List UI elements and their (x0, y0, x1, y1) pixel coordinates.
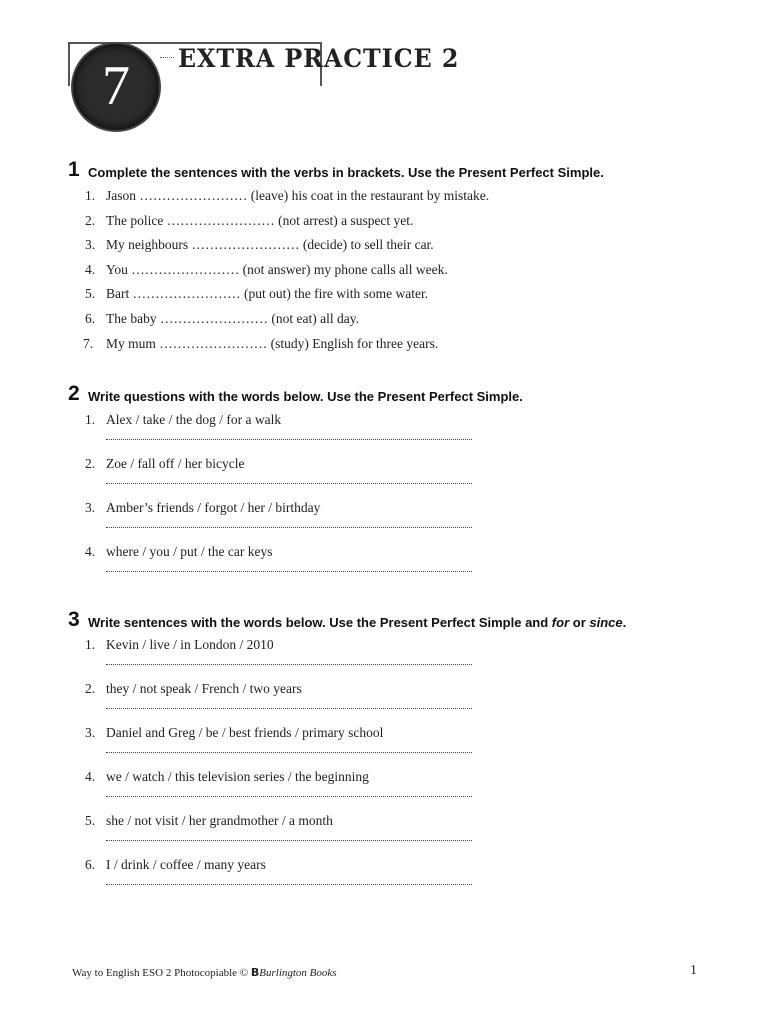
item-number: 3. (85, 725, 96, 740)
answer-line[interactable] (106, 795, 472, 797)
item-text: Jason …………………… (leave) his coat in the restaurant by mistake. (106, 188, 490, 203)
footer (72, 966, 337, 979)
exercise-2 (68, 382, 748, 588)
item-number: 3. (85, 237, 96, 253)
instruction-or: or (569, 615, 590, 630)
exercise-3 (68, 608, 748, 901)
item-prompt: where / you / put / the car keys (106, 544, 273, 559)
item-number: 4. (85, 769, 96, 784)
exercise-instruction: Complete the sentences with the verbs in brackets. Use the Present Perfect Simple. (88, 165, 604, 180)
unit-badge (73, 44, 159, 130)
item-prompt: Kevin / live / in London / 2010 (106, 637, 274, 652)
answer-line[interactable] (106, 707, 472, 709)
item-number: 1. (85, 188, 96, 203)
item-text: My neighbours …………………… (decide) to sell their car. (106, 237, 434, 253)
item-text: Bart …………………… (put out) the fire with some water. (106, 286, 429, 302)
publisher-logo-icon: B (250, 966, 260, 979)
list-item (68, 236, 748, 261)
item-number: 1. (85, 412, 96, 427)
exercise-3-heading (68, 608, 748, 634)
exercise-2-heading (68, 382, 748, 408)
item-number: 1. (85, 637, 96, 652)
question-item (68, 813, 748, 857)
item-number: 4. (85, 544, 96, 559)
answer-line[interactable] (106, 663, 472, 665)
answer-line[interactable] (106, 883, 472, 885)
answer-line[interactable] (106, 438, 472, 440)
list-item (68, 285, 748, 310)
footer-text: Way to English ESO 2 Photocopiable © (72, 967, 251, 979)
list-item (68, 261, 748, 286)
item-number: 5. (85, 286, 96, 302)
page-title: EXTRA PRACTICE 2 (178, 44, 460, 73)
list-item (68, 212, 748, 237)
instruction-for: for (551, 615, 570, 630)
item-prompt: I / drink / coffee / many years (106, 857, 266, 872)
item-prompt: Zoe / fall off / her bicycle (106, 456, 245, 471)
question-item (68, 500, 748, 544)
question-item (68, 412, 748, 456)
item-text: The baby …………………… (not eat) all day. (106, 310, 359, 326)
question-item (68, 681, 748, 725)
item-text: The police …………………… (not arrest) a suspect yet. (106, 212, 414, 228)
item-number: 4. (85, 261, 96, 277)
question-item (68, 456, 748, 500)
item-number: 2. (85, 456, 96, 471)
answer-line[interactable] (106, 570, 472, 572)
list-item (68, 187, 748, 212)
publisher-name: Burlington Books (259, 967, 337, 979)
exercise-number: 1 (68, 158, 80, 181)
item-prompt: Daniel and Greg / be / best friends / primary school (106, 725, 384, 740)
item-text: My mum …………………… (study) English for three years. (106, 335, 439, 351)
list-item (68, 335, 748, 360)
item-prompt: Alex / take / the dog / for a walk (106, 412, 282, 427)
instruction-text: Write sentences with the words below. Use the Present Perfect Simple and (88, 615, 552, 630)
question-item (68, 725, 748, 769)
exercise-number: 2 (68, 382, 80, 405)
item-number: 2. (85, 681, 96, 696)
item-number: 5. (85, 813, 96, 828)
item-prompt: she / not visit / her grandmother / a month (106, 813, 333, 828)
unit-number: 7 (102, 55, 130, 117)
answer-line[interactable] (106, 526, 472, 528)
question-item (68, 544, 748, 588)
item-number: 6. (85, 857, 96, 872)
page-number: 1 (690, 963, 697, 978)
item-number: 2. (85, 212, 96, 228)
item-prompt: we / watch / this television series / the beginning (106, 769, 369, 784)
item-text: You …………………… (not answer) my phone calls all week. (106, 261, 448, 277)
question-item (68, 769, 748, 813)
question-item (68, 857, 748, 901)
header-dots (160, 57, 174, 58)
item-number: 7. (83, 335, 94, 351)
item-number: 6. (85, 310, 96, 326)
exercise-instruction (88, 615, 626, 630)
list-item (68, 310, 748, 335)
item-prompt: Amber’s friends / forgot / her / birthday (106, 500, 321, 515)
question-item (68, 637, 748, 681)
item-number: 3. (85, 500, 96, 515)
answer-line[interactable] (106, 482, 472, 484)
exercise-1-heading (68, 158, 748, 184)
item-prompt: they / not speak / French / two years (106, 681, 302, 696)
answer-line[interactable] (106, 839, 472, 841)
instruction-since: since (589, 615, 623, 630)
answer-line[interactable] (106, 751, 472, 753)
instruction-end: . (622, 615, 627, 630)
exercise-number: 3 (68, 608, 80, 631)
exercise-1 (68, 158, 748, 359)
exercise-instruction: Write questions with the words below. Use the Present Perfect Simple. (88, 389, 523, 404)
